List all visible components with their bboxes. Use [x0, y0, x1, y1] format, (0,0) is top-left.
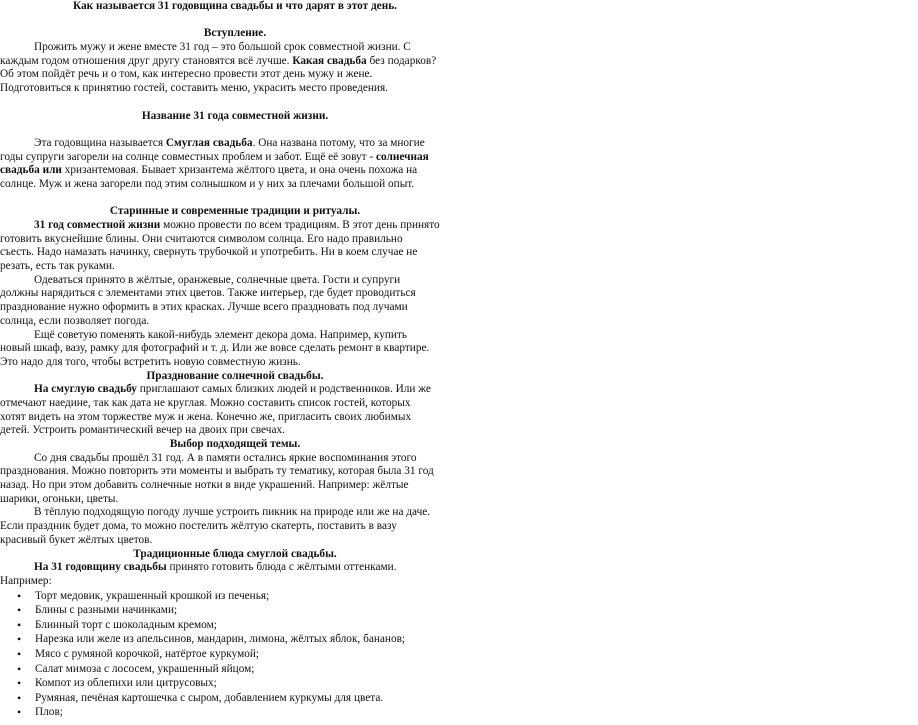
list-item: • Румяная, печёная картошечка с сыром, добавлением куркумы для цвета.: [0, 691, 470, 706]
name-line-1: Эта годовщина называется Смуглая свадьба. Она названа потому, что за многие: [34, 136, 425, 149]
spacer: [0, 14, 470, 28]
theme-line-5: В тёплую подходящую погоду лучше устроить пикник на природе или же на даче.: [34, 506, 431, 519]
bold-phrase: На смуглую свадьбу: [34, 383, 137, 396]
dishes-line-1: На 31 годовщину свадьбы принято готовить блюда с жёлтыми оттенками.: [34, 561, 397, 574]
theme-line-3: назад. Но при этом добавить солнечные нотки в виде украшений. Например: жёлтые: [0, 479, 409, 492]
traditions-heading: Старинные и современные традиции и ритуалы.: [109, 205, 361, 218]
celebration-line-2: отмечают наедине, так как дата не круглая. Можно составить список гостей, которых: [0, 396, 411, 409]
traditions-line-6: должны нарядиться с элементами этих цветов. Также интерьер, где будет проводиться: [0, 287, 416, 300]
dishes-list: [0, 589, 470, 720]
traditions-line-3: съесть. Надо намазать начинку, свернуть трубочкой и употребить. Ни в коем случае не: [0, 246, 418, 259]
intro-line-3: Об этом пойдёт речь и о том, как интересно провести этот день мужу и жене.: [0, 68, 373, 81]
traditions-line-1: 31 год совместной жизни можно провести по всем традициям. В этот день принято: [34, 219, 440, 231]
dishes-line-2: Например:: [0, 574, 52, 587]
spacer: [0, 96, 470, 110]
bold-phrase: солнечная: [376, 150, 429, 163]
traditions-line-7: празднование нужно оформить в этих красках. Лучше всего праздновать под лучами: [0, 301, 408, 314]
list-item: • Нарезка или желе из апельсинов, мандарин, лимона, жёлтых яблок, бананов;: [0, 632, 470, 647]
bold-phrase: Смуглая свадьба: [165, 136, 253, 149]
traditions-line-8: солнца, если позволяет погода.: [0, 314, 150, 327]
list-item: • Блины с разными начинками;: [0, 603, 470, 618]
spacer: [0, 192, 470, 206]
intro-line-1: Прожить мужу и жене вместе 31 год – это большой срок совместной жизни. С: [34, 41, 411, 54]
intro-line-2: каждым годом отношения друг другу становятся всё лучше. Какая свадьба без подарков?: [0, 54, 437, 67]
theme-line-1: Со дня свадьбы прошёл 31 год. А в памяти остались яркие воспоминания этого: [34, 451, 417, 464]
spacer: [0, 123, 470, 137]
list-item: • Плов;: [0, 705, 470, 720]
theme-heading: Выбор подходящей темы.: [169, 438, 301, 450]
theme-line-2: празднования. Можно повторить эти моменты и выбрать ту тематику, которая была 31 год: [0, 465, 434, 478]
name-line-4: солнце. Муж и жена загорели под этим солнышком и у них за плечами большой опыт.: [0, 177, 415, 190]
name-heading: Название 31 года совместной жизни.: [141, 109, 329, 122]
traditions-line-9: Ещё советую поменять какой-нибудь элемент декора дома. Например, купить: [34, 328, 408, 341]
bold-phrase: На 31 годовщину свадьбы: [34, 561, 167, 574]
celebration-line-4: детей. Устроить романтический вечер на двоих при свечах.: [0, 424, 285, 437]
traditions-line-4: резать, есть так руками.: [0, 260, 115, 273]
traditions-line-10: новый шкаф, вазу, рамку для фотографий и т. д. Или же вовсе сделать ремонт в квартире.: [0, 342, 430, 355]
celebration-line-1: На смуглую свадьбу приглашают самых близких людей и родственников. Или же: [34, 383, 431, 396]
dishes-heading: Традиционные блюда смуглой свадьбы.: [133, 547, 337, 560]
intro-line-4: Подготовиться к принятию гостей, составить меню, украсить место проведения.: [0, 82, 388, 95]
celebration-line-3: хотят видеть на этом торжестве муж и жена. Конечно же, пригласить своих любимых: [0, 410, 412, 423]
name-line-2: годы супруги загорели на солнце совместных проблем и забот. Ещё её зовут - солнечная: [0, 150, 429, 163]
bold-phrase: 31 год совместной жизни: [34, 219, 161, 231]
celebration-heading: Празднование солнечной свадьбы.: [146, 369, 324, 382]
list-item: • Компот из облепихи или цитрусовых;: [0, 676, 470, 691]
name-line-3: свадьба или хризантемовая. Бывает хризантема жёлтого цвета, и она очень похожа на: [0, 164, 418, 177]
list-item: • Салат мимоза с лососем, украшенный яйцом;: [0, 662, 470, 677]
theme-line-4: шарики, огоньки, цветы.: [0, 492, 119, 505]
traditions-line-5: Одеваться принято в жёлтые, оранжевые, солнечные цвета. Гости и супруги: [34, 273, 401, 286]
bold-phrase: Какая свадьба: [292, 54, 367, 67]
theme-line-6: Если праздник будет дома, то можно постелить жёлтую скатерть, поставить в вазу: [0, 520, 397, 533]
traditions-line-2: готовить вкуснейшие блины. Они считаются символом солнца. Его надо правильно: [0, 232, 403, 245]
theme-line-7: красивый букет жёлтых цветов.: [0, 533, 153, 546]
traditions-line-11: Это надо для того, чтобы встретить новую совместную жизнь.: [0, 355, 301, 368]
bold-phrase: свадьба или: [0, 164, 62, 177]
list-item: • Мясо с румяной корочкой, натёртое куркумой;: [0, 647, 470, 662]
document-title: Как называется 31 годовщина свадьбы и что дарят в этот день.: [72, 0, 397, 12]
list-item: • Торт медовик, украшенный крошкой из печенья;: [0, 589, 470, 604]
intro-heading: Вступление.: [203, 27, 267, 40]
list-item: • Блинный торт с шоколадным кремом;: [0, 618, 470, 633]
